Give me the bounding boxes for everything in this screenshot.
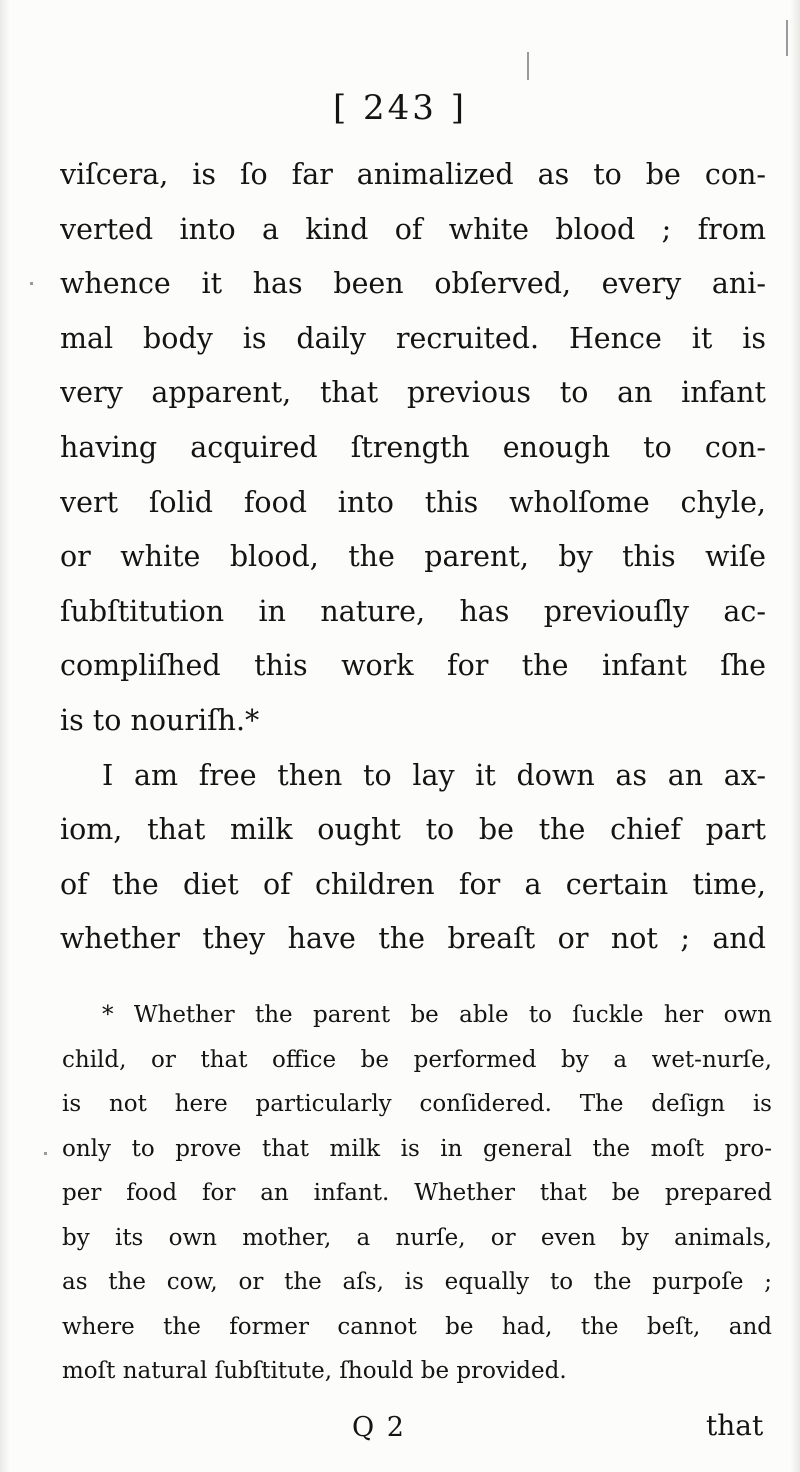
footnote-first-line: * Whether the parent be able to ſuckle her own xyxy=(102,1002,772,1028)
text-line: or white blood, the parent, by this wiſe xyxy=(60,540,766,574)
text-line: mal body is daily recruited. Hence it is xyxy=(60,321,766,355)
footnote-line: only to prove that milk is in general the moſt pro- xyxy=(62,1135,772,1162)
text-line: whence it has been obſerved, every ani- xyxy=(60,267,766,301)
paper-mark xyxy=(527,52,529,80)
page-number: [ 243 ] xyxy=(332,88,468,128)
paper-speck xyxy=(30,282,33,285)
paragraph-first-line: I am free then to lay it down as an ax- xyxy=(102,758,766,792)
text-line: having acquired ſtrength enough to con- xyxy=(60,430,766,464)
text-line: compliſhed this work for the infant ſhe xyxy=(60,649,766,683)
text-line: viſcera, is ſo far animalized as to be con- xyxy=(60,158,766,191)
text-line: whether they have the breaſt or not ; and xyxy=(60,922,766,956)
page-right-edge-shadow xyxy=(790,0,800,1472)
footnote-line: is not here particularly conſidered. The deſign is xyxy=(62,1091,772,1117)
text-line: iom, that milk ought to be the chief part xyxy=(60,813,766,847)
footnote-line: where the former cannot be had, the beſt, and xyxy=(62,1313,772,1340)
paper-speck xyxy=(44,1152,47,1155)
page-left-edge-shadow xyxy=(0,0,10,1472)
text-line: very apparent, that previous to an infant xyxy=(60,376,766,410)
main-text-block xyxy=(60,148,766,967)
footnote-line: by its own mother, a nurſe, or even by animals, xyxy=(62,1224,772,1251)
text-line: vert ſolid food into this wholſome chyle, xyxy=(60,485,766,519)
footnote-line: moſt natural ſubſtitute, ſhould be provided. xyxy=(62,1358,567,1384)
text-line: ſubſtitution in nature, has previouſly ac- xyxy=(60,594,766,628)
text-line: verted into a kind of white blood ; from xyxy=(60,212,766,246)
text-line: of the diet of children for a certain time, xyxy=(60,867,766,901)
signature-mark: Q 2 xyxy=(352,1412,406,1443)
footnote-block xyxy=(62,993,772,1394)
footnote-line: as the cow, or the aſs, is equally to the purpoſe ; xyxy=(62,1269,772,1295)
catchword: that xyxy=(706,1409,764,1442)
text-line: is to nouriſh.* xyxy=(60,703,260,737)
footnote-line: child, or that office be performed by a wet-nurſe, xyxy=(62,1046,772,1073)
paper-mark xyxy=(786,20,788,56)
footnote-line: per food for an infant. Whether that be prepared xyxy=(62,1180,772,1206)
